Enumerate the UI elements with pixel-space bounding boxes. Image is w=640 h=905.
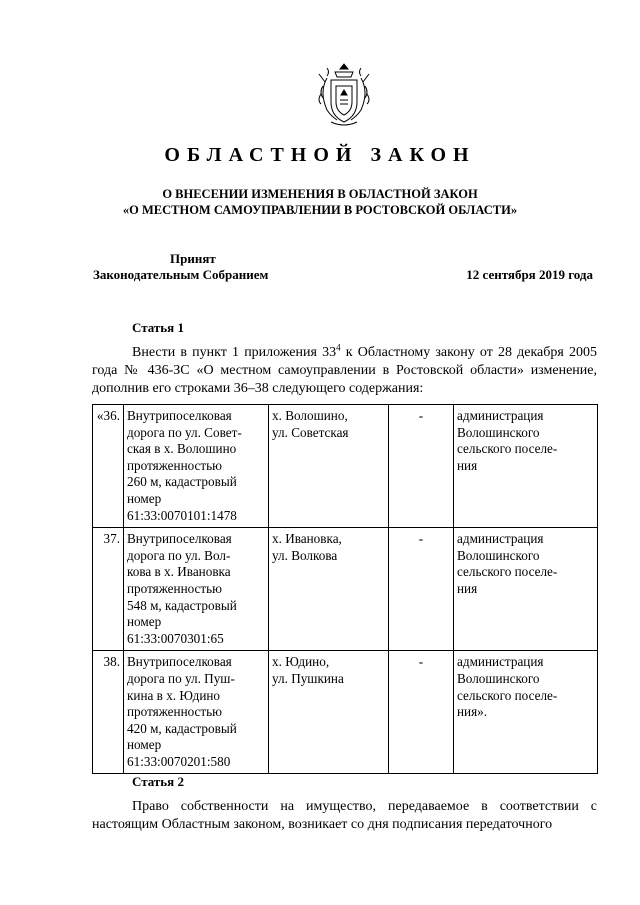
- object-name-cell-line: номер: [127, 614, 162, 630]
- object-name-cell-line: Внутрипоселковая: [127, 654, 232, 670]
- administration-cell-line: администрация: [457, 654, 544, 670]
- object-name-cell-line: кова в х. Ивановка: [127, 564, 231, 580]
- object-name-cell-line: протяженностью: [127, 704, 223, 720]
- article-1-text-part2: к Областному закону от 28 декабря 2005 года № 436-ЗС «О местном самоуправлении в Ростовской области» изменение, дополнив его строками 36–38 следующего содержания:: [92, 345, 597, 396]
- article-1-text-part1: Внести в пункт 1 приложения 33: [132, 345, 337, 360]
- row-number-cell: 38.: [93, 651, 124, 774]
- table-row: [93, 528, 598, 651]
- address-cell-line: ул. Волкова: [272, 547, 338, 563]
- row-number-cell: 37.: [93, 528, 124, 651]
- administration-cell-line: ния».: [457, 704, 488, 720]
- amendment-table: [92, 404, 598, 774]
- object-name-cell-line: протяженностью: [127, 580, 223, 596]
- article-2-text: Право собственности на имущество, передаваемое в соответствии с настоящим Областным законом, возникает со дня подписания передаточного: [92, 799, 597, 832]
- administration-cell-line: сельского поселе-: [457, 564, 558, 580]
- address-cell: [269, 405, 389, 528]
- dash-cell: -: [389, 651, 454, 774]
- address-cell: [269, 528, 389, 651]
- address-cell-line: х. Юдино,: [272, 654, 330, 670]
- object-name-cell-line: 61:33:0070301:65: [127, 630, 224, 646]
- address-cell: [269, 651, 389, 774]
- article-1-text: [92, 344, 597, 398]
- administration-cell-line: администрация: [457, 531, 544, 547]
- object-name-cell: [124, 405, 269, 528]
- object-name-cell: [124, 528, 269, 651]
- subtitle-line-2: «О МЕСТНОМ САМОУПРАВЛЕНИИ В РОСТОВСКОЙ ОБЛАСТИ»: [122, 203, 518, 217]
- row-number-cell: «36.: [93, 405, 124, 528]
- object-name-cell-line: дорога по ул. Вол-: [127, 547, 231, 563]
- address-cell-line: ул. Советская: [272, 424, 349, 440]
- administration-cell-line: ния: [457, 457, 478, 473]
- administration-cell-line: ния: [457, 580, 478, 596]
- coat-of-arms-emblem: [313, 60, 375, 130]
- object-name-cell-line: 61:33:0070101:1478: [127, 507, 237, 523]
- object-name-cell-line: 548 м, кадастровый: [127, 597, 237, 613]
- article-1-heading: Статья 1: [132, 320, 184, 335]
- administration-cell: [454, 405, 598, 528]
- amendment-table-body: [93, 405, 598, 774]
- table-row: [93, 651, 598, 774]
- subtitle-line-1: О ВНЕСЕНИИ ИЗМЕНЕНИЯ В ОБЛАСТНОЙ ЗАКОН: [162, 187, 478, 201]
- adopted-by: Законодательным Собранием: [93, 267, 269, 282]
- administration-cell: [454, 528, 598, 651]
- object-name-cell-line: Внутрипоселковая: [127, 531, 232, 547]
- administration-cell: [454, 651, 598, 774]
- administration-cell-line: администрация: [457, 408, 544, 423]
- table-row: [93, 405, 598, 528]
- address-cell-line: х. Волошино,: [272, 408, 348, 423]
- administration-cell-line: сельского поселе-: [457, 441, 558, 457]
- object-name-cell-line: 61:33:0070201:580: [127, 753, 231, 769]
- address-cell-line: х. Ивановка,: [272, 531, 342, 547]
- object-name-cell: [124, 651, 269, 774]
- object-name-cell-line: дорога по ул. Пуш-: [127, 670, 235, 686]
- law-title: ОБЛАСТНОЙ ЗАКОН: [164, 144, 476, 166]
- adopted-date: 12 сентября 2019 года: [466, 267, 593, 282]
- object-name-cell-line: ская в х. Волошино: [127, 441, 237, 457]
- article-1-superscript: 4: [336, 342, 341, 353]
- adopted-label: Принят: [170, 251, 216, 266]
- administration-cell-line: Волошинского: [457, 424, 540, 440]
- law-subtitle: [0, 186, 640, 218]
- object-name-cell-line: номер: [127, 490, 162, 506]
- object-name-cell-line: кина в х. Юдино: [127, 687, 221, 703]
- object-name-cell-line: номер: [127, 737, 162, 753]
- address-cell-line: ул. Пушкина: [272, 670, 344, 686]
- object-name-cell-line: Внутрипоселковая: [127, 408, 232, 423]
- article-2-heading: Статья 2: [132, 774, 184, 789]
- administration-cell-line: сельского поселе-: [457, 687, 558, 703]
- dash-cell: -: [389, 405, 454, 528]
- administration-cell-line: Волошинского: [457, 670, 540, 686]
- administration-cell-line: Волошинского: [457, 547, 540, 563]
- object-name-cell-line: протяженностью: [127, 457, 223, 473]
- object-name-cell-line: дорога по ул. Совет-: [127, 424, 242, 440]
- dash-cell: -: [389, 528, 454, 651]
- object-name-cell-line: 420 м, кадастровый: [127, 720, 237, 736]
- object-name-cell-line: 260 м, кадастровый: [127, 474, 237, 490]
